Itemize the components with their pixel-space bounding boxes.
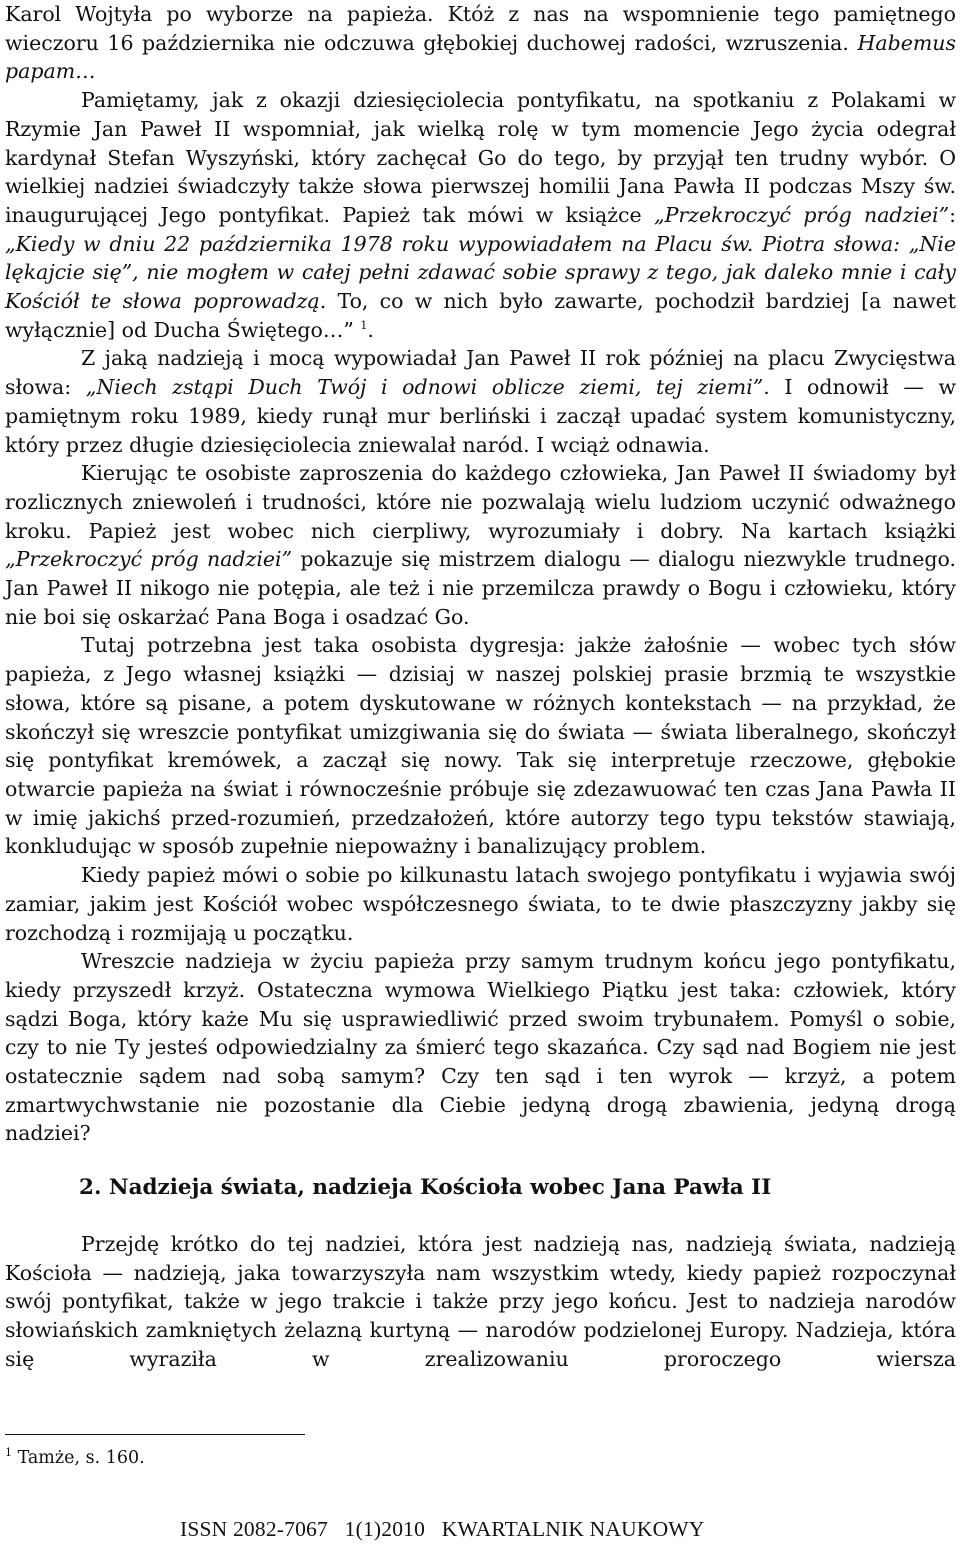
main-text-column <box>5 0 956 1148</box>
footnote-reference[interactable]: 1 <box>360 318 368 332</box>
paragraph-2-colon: : <box>949 202 956 227</box>
footnote-marker: 1 <box>5 1446 12 1460</box>
footnote <box>5 1446 145 1470</box>
paragraph-3 <box>5 344 956 459</box>
paragraph-4-text-a: Kierując te osobiste zaproszenia do każdego człowieka, Jan Paweł II świadomy był rozlicznych zniewoleń i trudności, które nie pozwalają wielu ludziom uczynić odważnego kroku. Papież jest wobec nich cierpliwy, wyrozumiały i dobry. Na kartach książki <box>5 461 956 543</box>
paragraph-4-book-title: „Przekroczyć próg nadziei” <box>5 547 293 572</box>
paragraph-2-text-e: To, co w nich było zawarte, pochodził bardziej [a nawet wyłącznie] od Ducha Świętego…” <box>5 289 956 342</box>
paragraph-1 <box>5 0 956 86</box>
paragraph-4 <box>5 459 956 631</box>
paragraph-2-quote: „Kiedy w dniu 22 października 1978 roku wypowiadałem na Placu św. Piotra słowa: „Nie lękajcie się”, nie mogłem w całej pełni zdawać sobie sprawy z tego, jak daleko mnie i cały Kościół te słowa poprowadzą. <box>5 231 956 314</box>
paragraph-7: Wreszcie nadzieja w życiu papieża przy samym trudnym końcu jego pontyfikatu, kiedy przyszedł krzyż. Ostateczna wymowa Wielkiego Piątku jest taka: człowiek, który sądzi Boga, który każe Mu się usprawiedliwić przed swoim trybunałem. Pomyśl o sobie, czy to nie Ty jesteś odpowiedzialny za śmierć tego skazańca. Czy sąd nad Bogiem nie jest ostatecznie sądem nad sobą samym? Czy ten sąd i ten wyrok — krzyż, a potem zmartwychwstanie nie pozostanie dla Ciebie jedyną drogą zbawienia, jedyną drogą nadziei? <box>5 949 956 1146</box>
paragraph-4-text-c: pokazuje się mistrzem dialogu — dialogu niezwykle trudnego. Jan Paweł II nikogo nie potępia, ale też i nie przemilcza prawdy o Bogu i człowieku, który nie boi się oskarżać Pana Boga i osadzać Go. <box>5 547 956 629</box>
footnote-text: Tamże, s. 160. <box>12 1448 145 1468</box>
paragraph-3-text-a: Z jaką nadzieją i mocą wypowiadał Jan Paweł II rok później na placu Zwycięstwa słowa: <box>5 346 956 400</box>
section-heading: 2. Nadzieja świata, nadzieja Kościoła wobec Jana Pawła II <box>79 1175 772 1200</box>
paragraph-2-text-a: Pamiętamy, jak z okazji dziesięciolecia pontyfikatu, na spotkaniu z Polakami w Rzymie Jan Paweł II wspomniał, jak wielką rolę w tym momencie Jego życia odegrał kardynał Stefan Wyszyński, który zachęcał Go do tego, by przyjął ten trudny wybór. O wielkiej nadziei świadczyły także słowa pierwszej homilii Jana Pawła II podczas Mszy św. inaugurującej Jego pontyfikat. Papież tak mówi w książce <box>5 88 956 227</box>
paragraph-2-book-title: „Przekroczyć próg nadziei” <box>653 202 950 227</box>
section-2-body <box>5 1230 956 1374</box>
paragraph-3-text-c: . I odnowił — w pamiętnym roku 1989, kiedy runął mur berliński i zaczął upadać system komunistyczny, który przez długie dziesięciolecia zniewalał naród. I wciąż odnawia. <box>5 375 956 457</box>
paragraph-5: Tutaj potrzebna jest taka osobista dygresja: jakże żałośnie — wobec tych słów papieża, z Jego własnej książki — dzisiaj w naszej polskiej prasie brzmią te wszystkie słowa, które są pisane, a potem dyskutowane w różnych kontekstach — na przykład, że skończył się wreszcie pontyfikat umizgiwania się do świata — świata liberalnego, skończył się pontyfikat kremówek, a zaczął się nowy. Tak się interpretuje rzeczowe, głębokie otwarcie papieża na świat i równocześnie próbuje się zdezawuować ten czas Jana Pawła II w imię jakichś przed-rozumień, przedzałożeń, które autorzy tego typu tekstów stawiają, konkludując w sposób zupełnie niepoważny i banalizujący problem. <box>5 633 956 859</box>
paragraph-1-italic-quote: Habemus papam… <box>5 30 956 84</box>
paragraph-1-text: Karol Wojtyła po wyborze na papieża. Któż z nas na wspomnienie tego pamiętnego wieczoru 16 października nie odczuwa głębokiej duchowej radości, wzruszenia. <box>5 2 956 55</box>
paragraph-6: Kiedy papież mówi o sobie po kilkunastu latach swojego pontyfikatu i wyjawia swój zamiar, jakim jest Kościół wobec współczesnego świata, to te dwie płaszczyzny jakby się rozchodzą i rozmijają u początku. <box>5 863 956 945</box>
section-2-paragraph-1: Przejdę krótko do tej nadziei, która jest nadzieją nas, nadzieją świata, nadzieją Kościoła — nadzieją, jaka towarzyszyła nam wszystkim wtedy, kiedy papież rozpoczynał swój pontyfikat, także w jego trakcie i także przy jego końcu. Jest to nadzieja narodów słowiańskich zamkniętych żelazną kurtyną — narodów podzielonej Europy. Nadzieja, która się wyraziła w zrealizowaniu proroczego wiersza <box>5 1232 956 1371</box>
page-footer: ISSN 2082-7067 1(1)2010 KWARTALNIK NAUKOWY <box>180 1517 705 1541</box>
paragraph-2 <box>5 86 956 344</box>
paragraph-3-quote: „Niech zstąpi Duch Twój i odnowi oblicze ziemi, tej ziemi” <box>85 375 764 400</box>
footnote-separator <box>5 1434 305 1435</box>
paragraph-2-text-f: . <box>367 317 374 342</box>
